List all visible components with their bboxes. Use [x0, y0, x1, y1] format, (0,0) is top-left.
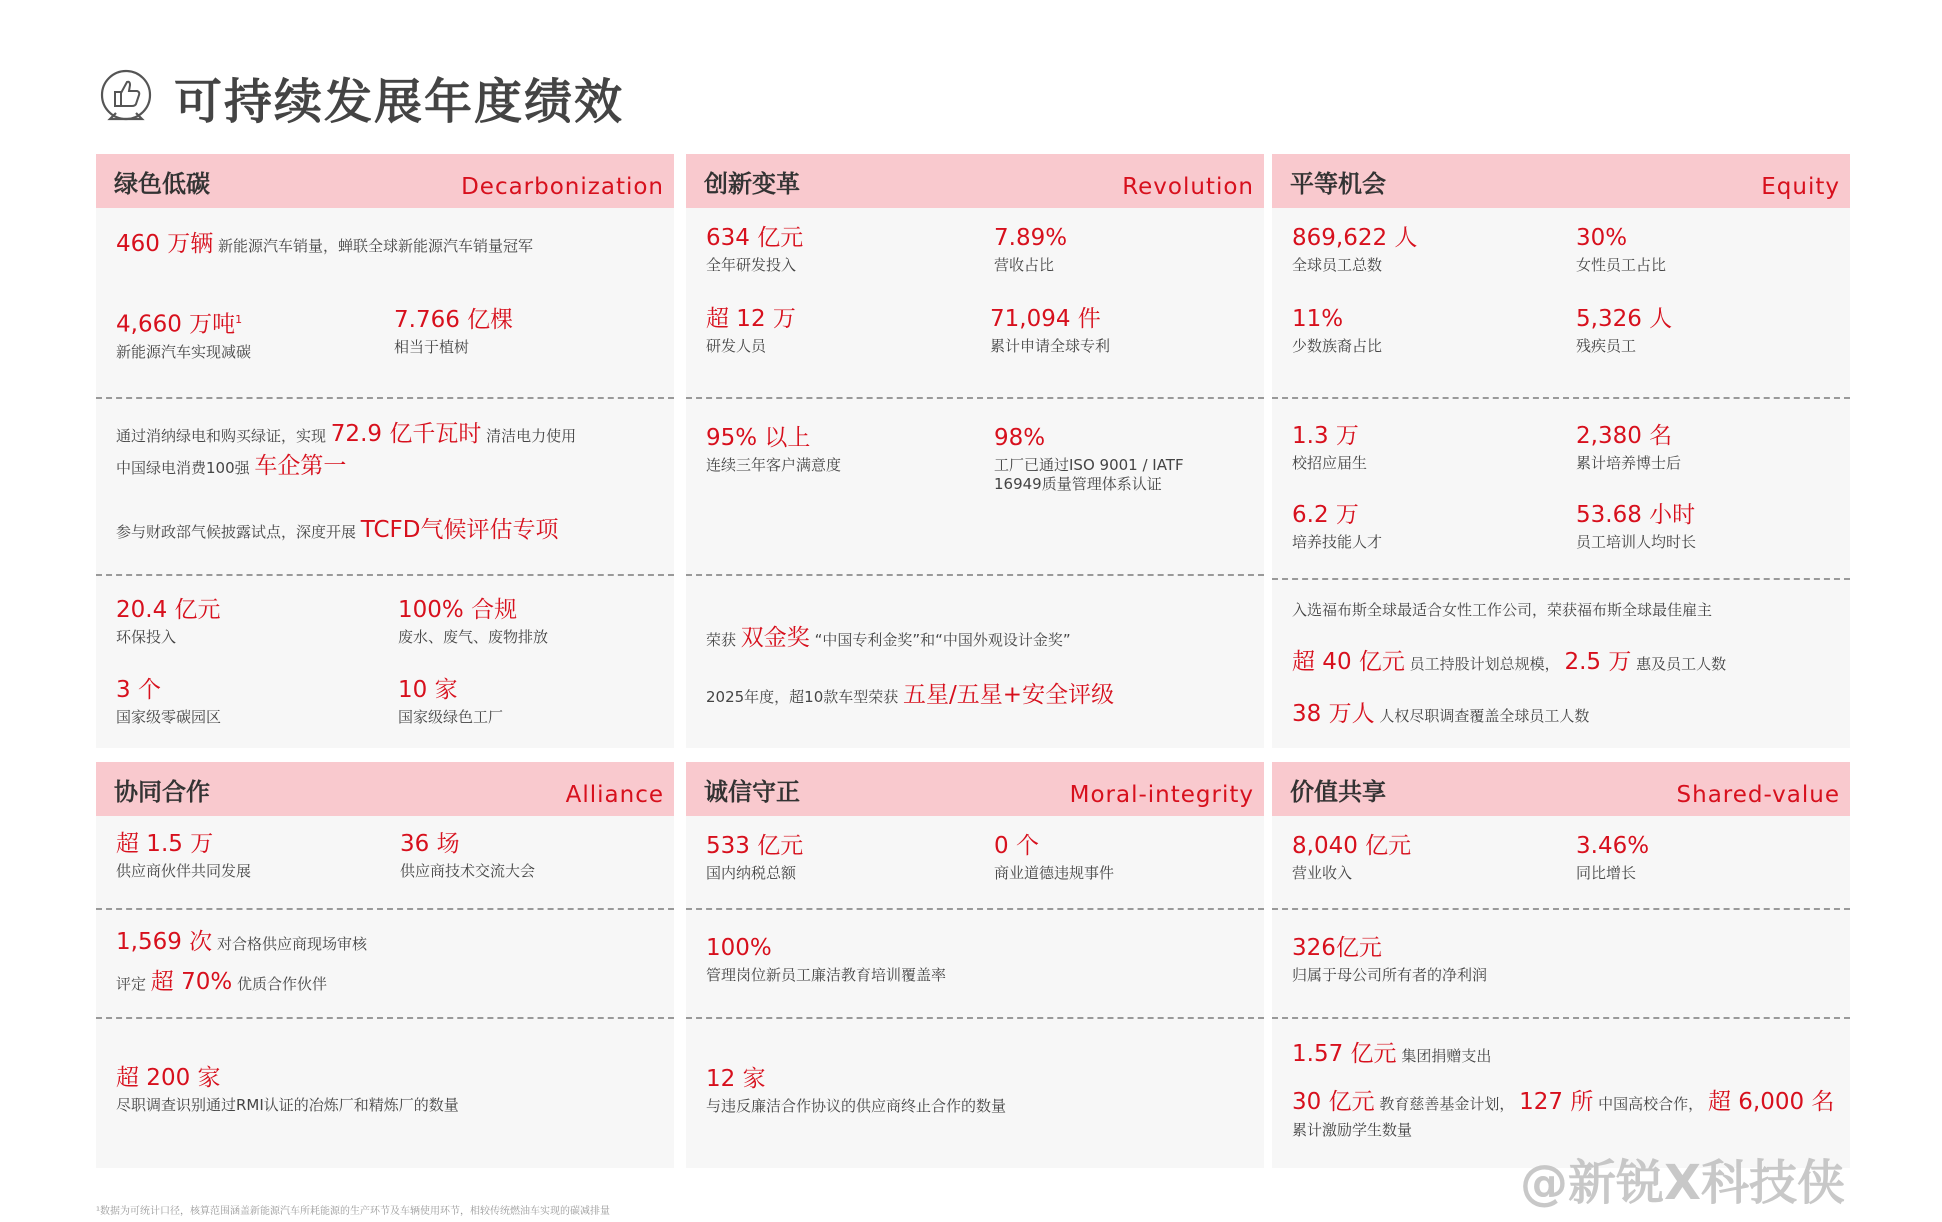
- metric-value: 53.68 小时: [1576, 502, 1696, 528]
- text: 人权尽职调查覆盖全球员工人数: [1379, 707, 1590, 725]
- metric-label: 供应商伙伴共同发展: [116, 862, 252, 880]
- metric-label: 少数族裔占比: [1292, 337, 1383, 355]
- metric-revenue: [1292, 832, 1411, 883]
- text: 评定: [116, 975, 147, 993]
- metric-value: 1.57 亿元: [1292, 1041, 1397, 1067]
- esop-line: [1292, 648, 1726, 678]
- text: 累计激励学生数量: [1292, 1121, 1413, 1139]
- metric-suppliers: [116, 830, 251, 881]
- metric-value: 0 个: [994, 833, 1039, 859]
- metric-value: 1.3 万: [1292, 423, 1359, 449]
- metric-label: 与违反廉洁合作协议的供应商终止合作的数量: [706, 1097, 1007, 1115]
- panel-header: [1272, 762, 1850, 816]
- metric-value: TCFD气候评估专项: [360, 517, 559, 543]
- metric-carbon-reduction: [116, 306, 251, 362]
- metric-label: 国内纳税总额: [706, 864, 797, 882]
- panel-subtitle: Equity: [1761, 174, 1840, 200]
- panel-subtitle: Alliance: [565, 782, 664, 808]
- metric-value: 2,380 名: [1576, 423, 1673, 449]
- panel-subtitle: Moral-integrity: [1069, 782, 1254, 808]
- metric-value: 4,660 万吨: [116, 311, 236, 338]
- watermark: @新锐X科技侠: [1520, 1155, 1846, 1211]
- text: “中国专利金奖”和“中国外观设计金奖”: [814, 631, 1071, 649]
- metric-label: 残疾员工: [1576, 337, 1637, 355]
- divider: [686, 1017, 1264, 1019]
- metric-value: 20.4 亿元: [116, 597, 221, 623]
- metric-label: 管理岗位新员工廉洁教育培训覆盖率: [706, 966, 947, 984]
- metric-label: 营业收入: [1292, 864, 1353, 882]
- metric-label: 国家级零碳园区: [116, 708, 222, 726]
- metric-value: 2.5 万: [1564, 649, 1632, 675]
- metric-label: 相当于植树: [394, 338, 470, 356]
- page-title: 可持续发展年度绩效: [174, 73, 625, 130]
- panel-header: [96, 154, 674, 208]
- metric-ethics-violations: [994, 832, 1114, 883]
- text: 中国绿电消费100强: [116, 459, 250, 477]
- panel-shared-value: [1272, 762, 1850, 1168]
- text: 教育慈善基金计划，: [1379, 1095, 1515, 1113]
- metric-trees: [394, 306, 513, 357]
- panel-revolution: [686, 154, 1264, 748]
- student-count-label: [1292, 1116, 1412, 1144]
- divider: [686, 574, 1264, 576]
- text: 对合格供应商现场审核: [216, 935, 367, 953]
- panel-header: [686, 762, 1264, 816]
- metric-label: 国家级绿色工厂: [398, 708, 504, 726]
- thumbs-up-icon: [96, 67, 156, 127]
- metric-label: 研发人员: [706, 337, 767, 355]
- metric-value: 超 40 亿元: [1292, 649, 1405, 675]
- text: 通过消纳绿电和购买绿证，实现: [116, 427, 327, 445]
- divider: [96, 574, 674, 576]
- metric-value: 1,569 次: [116, 929, 213, 955]
- metric-value: 36 场: [400, 831, 460, 857]
- donation-line: [1292, 1040, 1491, 1070]
- metric-label: 全球员工总数: [1292, 256, 1383, 274]
- metric-value: 超 70%: [150, 969, 233, 995]
- metric-value: 双金奖: [740, 625, 810, 651]
- metric-green-factories: [398, 676, 503, 727]
- metric-value: 98%: [994, 425, 1046, 451]
- metric-integrity-training: [706, 934, 946, 985]
- metric-compliance: [398, 596, 548, 647]
- text: 2025年度，超10款车型荣获: [706, 688, 899, 706]
- metric-zero-carbon-parks: [116, 676, 221, 727]
- metric-value: 100% 合规: [398, 597, 518, 623]
- text: 中国高校合作，: [1598, 1095, 1704, 1113]
- divider: [96, 1017, 674, 1019]
- panel-subtitle: Revolution: [1122, 174, 1254, 200]
- metric-label: 尽职调查识别通过RMI认证的冶炼厂和精炼厂的数量: [116, 1096, 459, 1114]
- metric-label: 同比增长: [1576, 864, 1637, 882]
- green-power-line: [116, 420, 576, 450]
- green-rank-line: [116, 452, 346, 482]
- metric-nev-sales: [116, 230, 533, 260]
- metric-customer-satisfaction: [706, 424, 841, 475]
- panel-title: 诚信守正: [704, 778, 800, 806]
- metric-label: 供应商技术交流大会: [400, 862, 536, 880]
- metric-label: 营收占比: [994, 256, 1055, 274]
- metric-value: 3 个: [116, 677, 161, 703]
- panel-title: 绿色低碳: [114, 170, 210, 198]
- metric-revenue-share: [994, 224, 1067, 275]
- text: 清洁电力使用: [486, 427, 577, 445]
- metric-value: 8,040 亿元: [1292, 833, 1412, 859]
- metric-label: 连续三年客户满意度: [706, 456, 842, 474]
- panel-title: 价值共享: [1290, 778, 1386, 806]
- award-line: [706, 624, 1071, 654]
- metric-value: 30%: [1576, 225, 1628, 251]
- divider: [1272, 578, 1850, 580]
- metric-label: 环保投入: [116, 628, 177, 646]
- panel-title: 平等机会: [1290, 170, 1386, 198]
- metric-value: 533 亿元: [706, 833, 804, 859]
- footnote-marker: 1: [235, 313, 243, 326]
- metric-campus-hires: [1292, 422, 1367, 473]
- panel-subtitle: Shared-value: [1676, 782, 1840, 808]
- tcfd-line: [116, 516, 559, 546]
- panel-title: 创新变革: [704, 170, 800, 198]
- metric-rd-staff: [706, 305, 796, 356]
- metric-skilled-talent: [1292, 501, 1382, 552]
- divider: [96, 908, 674, 910]
- metric-value: 869,622 人: [1292, 225, 1418, 251]
- metric-label: 累计申请全球专利: [990, 337, 1111, 355]
- human-rights-line: [1292, 700, 1589, 730]
- metric-value: 95% 以上: [706, 425, 811, 451]
- panel-title: 协同合作: [114, 778, 210, 806]
- metric-label: 累计培养博士后: [1576, 454, 1682, 472]
- panel-header: [686, 154, 1264, 208]
- text: 参与财政部气候披露试点，深度开展: [116, 523, 357, 541]
- metric-value: 38 万人: [1292, 701, 1375, 727]
- panel-alliance: [96, 762, 674, 1168]
- metric-total-employees: [1292, 224, 1417, 275]
- metric-label: 新能源汽车销量，蝉联全球新能源汽车销量冠军: [218, 237, 534, 255]
- metric-label: 商业道德违规事件: [994, 864, 1115, 882]
- metric-value: 12 家: [706, 1066, 766, 1092]
- metric-value: 634 亿元: [706, 225, 804, 251]
- metric-value: 30 亿元: [1292, 1089, 1375, 1115]
- metric-rd-investment: [706, 224, 803, 275]
- metric-revenue-growth: [1576, 832, 1649, 883]
- metric-tax-paid: [706, 832, 803, 883]
- divider: [1272, 397, 1850, 399]
- metric-value: 3.46%: [1576, 833, 1650, 859]
- divider: [96, 397, 674, 399]
- divider: [1272, 908, 1850, 910]
- audit-line: [116, 928, 367, 958]
- text: 荣获: [706, 631, 737, 649]
- metric-label: 校招应届生: [1292, 454, 1368, 472]
- metric-patents: [990, 305, 1110, 356]
- text: 集团捐赠支出: [1401, 1047, 1492, 1065]
- panel-header: [1272, 154, 1850, 208]
- metric-value: 100%: [706, 935, 772, 961]
- metric-label: 培养技能人才: [1292, 533, 1383, 551]
- metric-value: 车企第一: [254, 453, 347, 479]
- divider: [1272, 1017, 1850, 1019]
- text: 员工持股计划总规模，: [1409, 655, 1560, 673]
- metric-value: 71,094 件: [990, 306, 1101, 332]
- text: 入选福布斯全球最适合女性工作公司，荣获福布斯全球最佳雇主: [1292, 601, 1713, 619]
- panel-subtitle: Decarbonization: [461, 174, 664, 200]
- panel-header: [96, 762, 674, 816]
- metric-env-investment: [116, 596, 221, 647]
- metric-value: 五星/五星+安全评级: [903, 682, 1115, 708]
- metric-net-profit: [1292, 934, 1487, 985]
- metric-value: 460 万辆: [116, 231, 214, 257]
- panel-moral-integrity: [686, 762, 1264, 1168]
- text: 优质合作伙伴: [237, 975, 328, 993]
- divider: [686, 397, 1264, 399]
- metric-training-hours: [1576, 501, 1696, 552]
- metric-value: 11%: [1292, 306, 1344, 332]
- footnote: ¹数据为可统计口径，核算范围涵盖新能源汽车所耗能源的生产环节及车辆使用环节，相较传统燃油车实现的碳减排量: [96, 1206, 611, 1217]
- metric-value: 72.9 亿千瓦时: [330, 421, 482, 447]
- page-header: [96, 62, 624, 132]
- metric-value: 127 所: [1519, 1089, 1594, 1115]
- metric-label: 新能源汽车实现减碳: [116, 342, 252, 361]
- metric-value: 6.2 万: [1292, 502, 1359, 528]
- metric-value: 超 1.5 万: [116, 831, 214, 857]
- divider: [686, 908, 1264, 910]
- metric-minority-ratio: [1292, 305, 1382, 356]
- metric-label: 全年研发投入: [706, 256, 797, 274]
- metric-value: 超 200 家: [116, 1065, 221, 1091]
- metric-label: 归属于母公司所有者的净利润: [1292, 966, 1488, 984]
- education-fund-line: [1292, 1088, 1834, 1118]
- text: 惠及员工人数: [1636, 655, 1727, 673]
- metric-tech-conferences: [400, 830, 535, 881]
- metric-label: 废水、废气、废物排放: [398, 628, 549, 646]
- metric-value: 超 12 万: [706, 306, 796, 332]
- metric-value: 5,326 人: [1576, 306, 1673, 332]
- safety-rating-line: [706, 681, 1114, 711]
- quality-partner-line: [116, 968, 327, 998]
- panel-decarbonization: [96, 154, 674, 748]
- metric-rmi-smelters: [116, 1064, 459, 1115]
- metric-female-ratio: [1576, 224, 1666, 275]
- metric-value: 7.89%: [994, 225, 1068, 251]
- metric-iso-certification: [994, 424, 1234, 494]
- panel-equity: [1272, 154, 1850, 748]
- metric-label: 女性员工占比: [1576, 256, 1667, 274]
- metric-value: 10 家: [398, 677, 458, 703]
- metric-postdocs: [1576, 422, 1681, 473]
- metric-value: 326亿元: [1292, 935, 1382, 961]
- metric-terminated-suppliers: [706, 1065, 1006, 1116]
- metric-label: 员工培训人均时长: [1576, 533, 1697, 551]
- forbes-line: [1292, 596, 1712, 624]
- metric-label: 工厂已通过ISO 9001 / IATF 16949质量管理体系认证: [994, 456, 1184, 493]
- metric-value: 7.766 亿棵: [394, 307, 514, 333]
- metric-value: 超 6,000 名: [1707, 1089, 1835, 1115]
- metric-disabled-employees: [1576, 305, 1672, 356]
